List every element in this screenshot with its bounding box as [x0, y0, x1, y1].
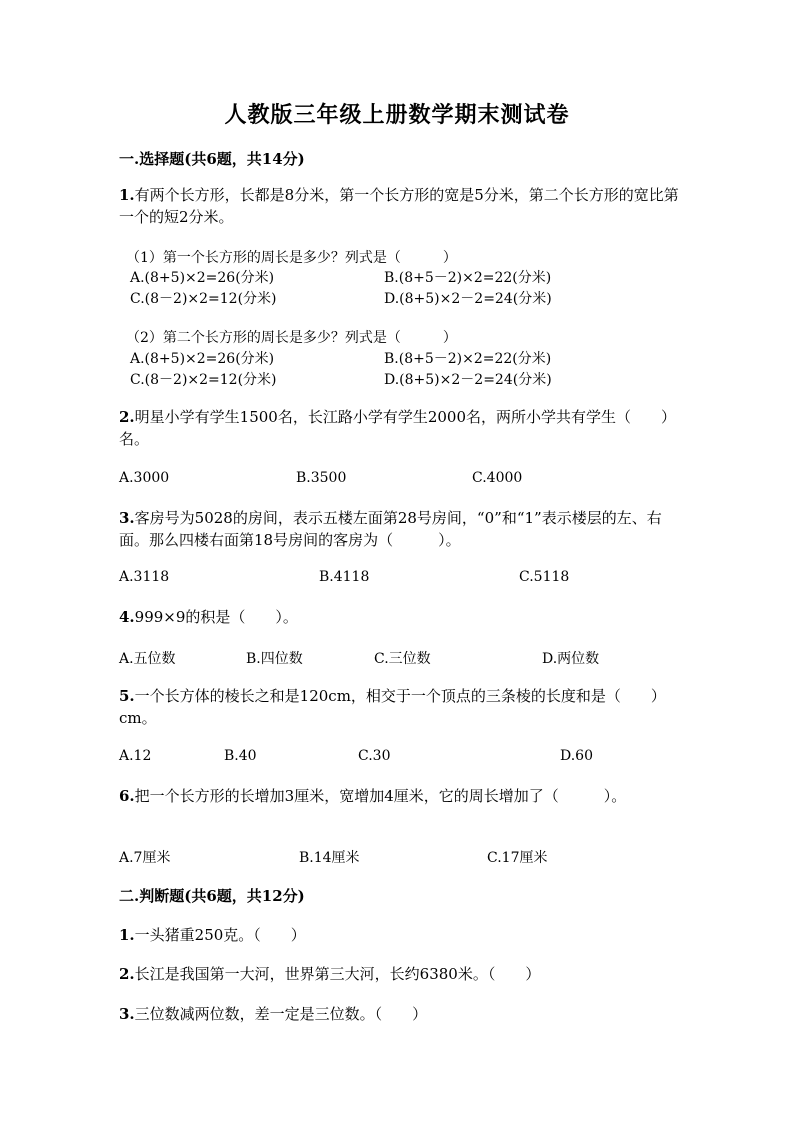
- option-a: A.3000: [119, 470, 170, 486]
- option-b: B.(8+5－2)×2=22(分米): [384, 351, 552, 367]
- option-b: B.(8+5－2)×2=22(分米): [384, 270, 552, 286]
- judgement-3: [119, 1003, 679, 1025]
- option-c: C.30: [358, 748, 391, 764]
- option-a: A.12: [119, 748, 152, 764]
- question-4: [119, 606, 679, 628]
- option-b: B.40: [224, 748, 257, 764]
- option-c: C.4000: [472, 470, 523, 486]
- question-text: 客房号为5028的房间，表示五楼左面第28号房间，“0”和“1”表示楼层的左、右面。那么四楼右面第18号房间的客房为（ ）。: [119, 509, 662, 549]
- option-b: B.四位数: [246, 651, 303, 667]
- question-5: [119, 685, 679, 729]
- option-c: C.(8－2)×2=12(分米): [130, 372, 277, 388]
- option-a: A.7厘米: [119, 850, 171, 866]
- question-text: 长江是我国第一大河，世界第三大河，长约6380米。（ ）: [134, 965, 541, 983]
- question-text: 一个长方体的棱长之和是120cm，相交于一个顶点的三条棱的长度和是（ ）cm。: [119, 687, 666, 727]
- question-3: [119, 507, 679, 551]
- question-number: 1.: [119, 926, 135, 944]
- question-number: 4.: [119, 608, 135, 626]
- option-d: D.60: [560, 748, 593, 764]
- page-title: 人教版三年级上册数学期末测试卷: [224, 102, 570, 128]
- section-heading-judgement: 二.判断题(共6题，共12分): [119, 887, 305, 905]
- question-text: 一头猪重250克。（ ）: [134, 926, 306, 944]
- option-b: B.3500: [296, 470, 347, 486]
- question-number: 1.: [119, 186, 135, 204]
- judgement-1: [119, 924, 679, 946]
- question-text: 明星小学有学生1500名，长江路小学有学生2000名，两所小学共有学生（ ）名。: [119, 408, 677, 448]
- question-1: [119, 184, 679, 228]
- option-a: A.(8+5)×2=26(分米): [130, 270, 275, 286]
- question-text: 三位数减两位数，差一定是三位数。（ ）: [134, 1005, 428, 1023]
- judgement-2: [119, 963, 679, 985]
- option-a: A.五位数: [119, 651, 176, 667]
- option-c: C.17厘米: [487, 850, 548, 866]
- question-number: 6.: [119, 787, 135, 805]
- question-2: [119, 406, 679, 450]
- question-6: [119, 785, 699, 807]
- option-c: C.(8－2)×2=12(分米): [130, 291, 277, 307]
- question-number: 2.: [119, 965, 135, 983]
- sub-question-1-2: （2）第二个长方形的周长是多少？列式是（ ）: [126, 330, 457, 346]
- question-text: 把一个长方形的长增加3厘米，宽增加4厘米，它的周长增加了（ ）。: [134, 787, 627, 805]
- sub-question-1-1: （1）第一个长方形的周长是多少？列式是（ ）: [126, 250, 457, 266]
- question-text: 999×9的积是（ ）。: [134, 608, 298, 626]
- option-c: C.5118: [519, 569, 570, 585]
- option-d: D.(8+5)×2－2=24(分米): [384, 291, 552, 307]
- question-number: 5.: [119, 687, 135, 705]
- option-b: B.4118: [319, 569, 370, 585]
- option-c: C.三位数: [374, 651, 431, 667]
- section-heading-choice: 一.选择题(共6题，共14分): [119, 150, 305, 168]
- option-b: B.14厘米: [299, 850, 360, 866]
- question-number: 3.: [119, 1005, 135, 1023]
- option-d: D.(8+5)×2－2=24(分米): [384, 372, 552, 388]
- question-text: 有两个长方形，长都是8分米，第一个长方形的宽是5分米，第二个长方形的宽比第一个的短2分米。: [119, 186, 679, 226]
- option-d: D.两位数: [542, 651, 600, 667]
- option-a: A.3118: [119, 569, 170, 585]
- option-a: A.(8+5)×2=26(分米): [130, 351, 275, 367]
- question-number: 2.: [119, 408, 135, 426]
- question-number: 3.: [119, 509, 135, 527]
